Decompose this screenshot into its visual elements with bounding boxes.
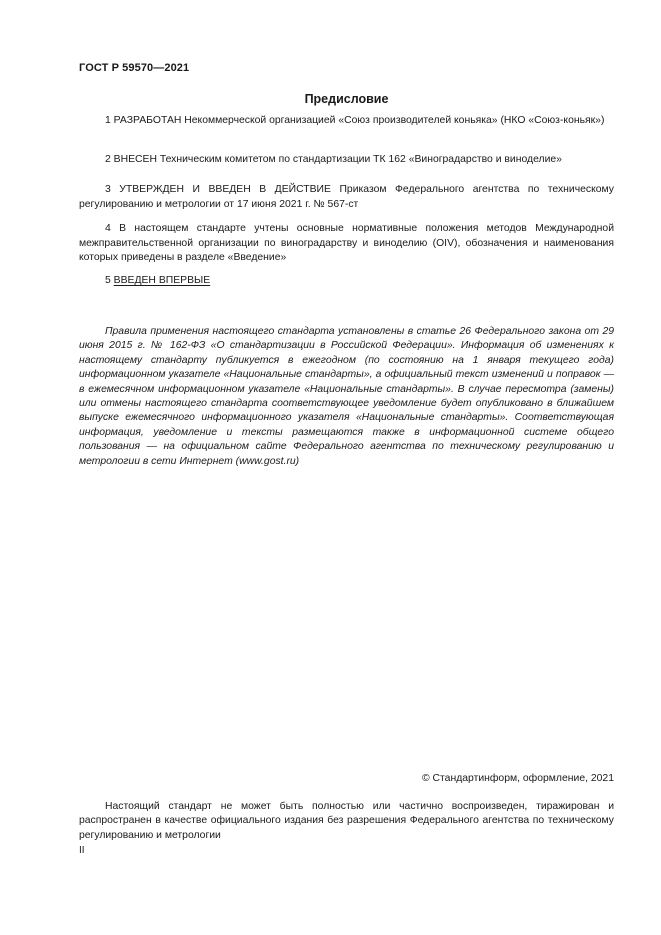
reproduction-rights-notice: Настоящий стандарт не может быть полностью или частично воспроизведен, тиражирован и распространен в качестве официального издания без разрешения Федерального агентства по техническому регулированию и метрологии (79, 801, 614, 841)
preface-item-4: 4 В настоящем стандарте учтены основные нормативные положения методов Международной межправительственной организации по виноградарству и виноделию (OIV), обозначения и наименования которых приведены в разделе «Введение» (79, 223, 614, 263)
preface-item-1: 1 РАЗРАБОТАН Некоммерческой организацией «Союз производителей коньяка» (НКО «Союз-коньяк») (105, 115, 605, 126)
preface-item-5-number: 5 (105, 275, 114, 286)
preface-item-5 (79, 274, 614, 289)
copyright-line: © Стандартинформ, оформление, 2021 (421, 773, 614, 784)
preface-item-2: 2 ВНЕСЕН Техническим комитетом по стандартизации ТК 162 «Виноградарство и виноделие» (105, 154, 562, 165)
preface-title: Предисловие (304, 92, 389, 106)
page-number: II (79, 845, 85, 856)
document-code: ГОСТ Р 59570—2021 (79, 62, 190, 74)
application-rules-notice: Правила применения настоящего стандарта установлены в статье 26 Федерального закона от 29 июня 2015 г. № 162-ФЗ «О стандартизации в Российской Федерации». Информация об изменениях к настоящему стандарту публикуется в ежегодном (по состоянию на 1 января текущего года) информационном указателе «Национальные стандарты», а официальный текст изменений и поправок — в ежемесячном информационном указателе «Национальные стандарты». В случае пересмотра (замены) или отмены настоящего стандарта соответствующее уведомление будет опубликовано в ближайшем выпуске ежемесячного информационного указателя «Национальные стандарты». Соответствующая информация, уведомление и тексты размещаются также в информационной системе общего пользования — на официальном сайте Федерального агентства по техническому регулированию и метрологии в сети Интернет (www.gost.ru) (79, 326, 614, 467)
preface-item-5-text: ВВЕДЕН ВПЕРВЫЕ (113, 275, 211, 286)
preface-item-3: 3 УТВЕРЖДЕН И ВВЕДЕН В ДЕЙСТВИЕ Приказом Федерального агентства по техническому регулированию и метрологии от 17 июня 2021 г. № 567-ст (79, 184, 614, 210)
